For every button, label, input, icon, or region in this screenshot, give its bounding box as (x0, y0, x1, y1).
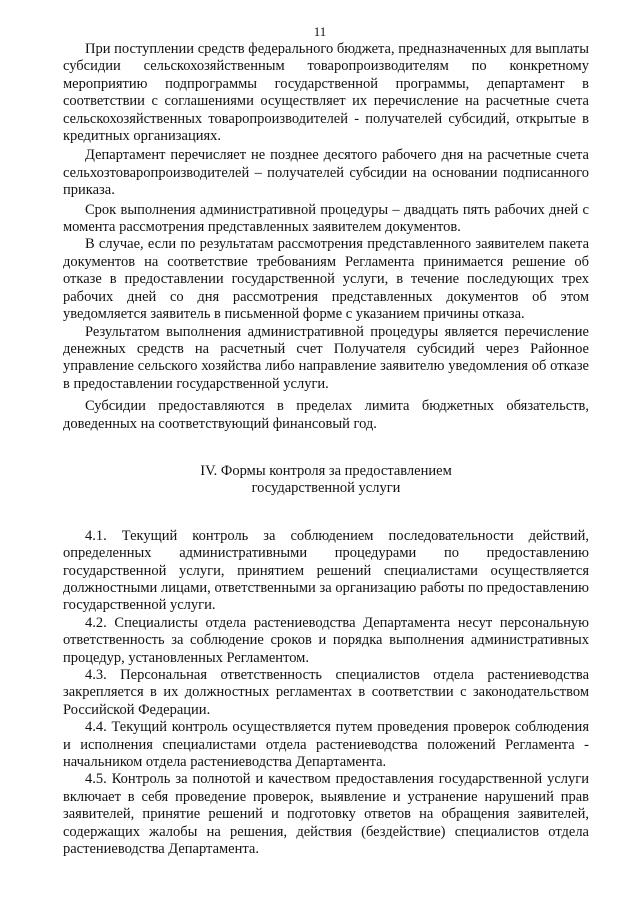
paragraph-federal-funds: При поступлении средств федерального бюджета, предназначенных для выплаты субсидии сельскохозяйственным товаропроизводителям по конкретному мероприятию подпрограммы государственной программы, департамент в соответствии с соглашениями осуществляет их перечисление на расчетные счета сельскохозяйственных товаропроизводителей - получателей субсидий, открытые в кредитных организациях. (63, 41, 589, 145)
paragraph-refusal: В случае, если по результатам рассмотрения представленного заявителем пакета документов на соответствие требованиям Регламента принимается решение об отказе в предоставлении государственной услуги, в течение последующих трех рабочих дней со дня рассмотрения представленных документов об этом уведомляется заявитель в письменной форме с указанием причины отказа. (63, 236, 589, 323)
paragraph-4-2: 4.2. Специалисты отдела растениеводства Департамента несут персональную ответственность за соблюдение сроков и порядка выполнения административных процедур, установленных Регламентом. (63, 614, 589, 666)
paragraph-4-4: 4.4. Текущий контроль осуществляется путем проведения проверок соблюдения и исполнения специалистами отдела растениеводства положений Регламента - начальником отдела растениеводства Департамента. (63, 719, 589, 771)
paragraph-4-1: 4.1. Текущий контроль за соблюдением последовательности действий, определенных административными процедурами по предоставлению государственной услуги, принятием решений специалистами осуществляется должностными лицами, ответственными за организацию работы по предоставлению государственной услуги. (63, 527, 589, 614)
paragraph-4-5: 4.5. Контроль за полнотой и качеством предоставления государственной услуги включает в себя проведение проверок, выявление и устранение нарушений прав заявителей, принятие решений и подготовку ответов на обращения заявителей, содержащих жалобы на решения, действия (бездействие) специалистов отдела растениеводства Департамента. (63, 771, 589, 858)
paragraph-4-3: 4.3. Персональная ответственность специалистов отдела растениеводства закрепляется в их должностных регламентах в соответствии с законодательством Российской Федерации. (63, 667, 589, 718)
section-heading (63, 463, 589, 498)
section-heading-line2: государственной услуги (251, 480, 401, 497)
page-number: 11 (313, 24, 327, 39)
paragraph-subsidy-limits: Субсидии предоставляются в пределах лимита бюджетных обязательств, доведенных на соответствующий финансовый год. (63, 398, 589, 432)
paragraph-result: Результатом выполнения административной процедуры является перечисление денежных средств на расчетный счет Получателя субсидий через Районное управление сельского хозяйства либо направление заявителю уведомления об отказе в предоставлении государственной услуги. (63, 323, 589, 392)
document-body (63, 41, 589, 858)
paragraph-transfer-deadline: Департамент перечисляет не позднее десятого рабочего дня на расчетные счета сельхозтоваропроизводителей – получателей субсидии на основании подписанного приказа. (63, 147, 589, 199)
paragraph-procedure-term: Срок выполнения административной процедуры – двадцать пять рабочих дней с момента рассмотрения представленных заявителем документов. (63, 201, 589, 236)
section-heading-line1: IV. Формы контроля за предоставлением (200, 462, 452, 479)
